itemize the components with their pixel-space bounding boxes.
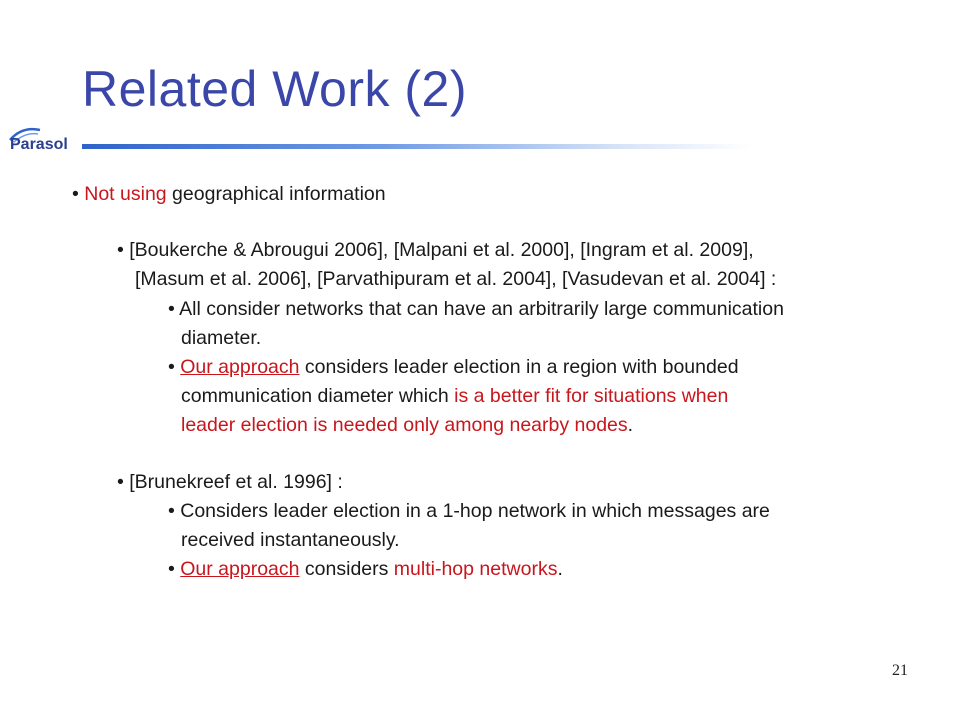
sub-bullet-our-approach-multihop [168, 557, 563, 581]
our-approach-link[interactable]: Our approach [180, 356, 300, 378]
bullet-mark: • [168, 356, 175, 378]
bullet-mark: • [117, 471, 124, 493]
red-text: is a better fit for situations when [454, 385, 729, 407]
sub-bullet-arbitrary-diameter [168, 297, 784, 321]
logo-text: Parasol [10, 136, 68, 153]
title-underline [82, 144, 752, 149]
body-text-continued [181, 413, 633, 437]
bullet-mark: • [168, 500, 175, 522]
sub-bullet-our-approach-bounded [168, 355, 739, 379]
body-text: . [627, 414, 634, 436]
bullet-mark: • [117, 239, 124, 261]
body-text: communication diameter which [181, 385, 455, 407]
citation-line-1: [Boukerche & Abrougui 2006], [Malpani et al. 2000], [Ingram et al. 2009], [129, 239, 754, 261]
bullet-brunekreef [117, 470, 343, 494]
body-text-continued: diameter. [181, 327, 262, 349]
body-text-continued [181, 384, 728, 408]
red-text: leader election is needed only among nearby nodes [181, 414, 628, 436]
page-number: 21 [892, 662, 908, 679]
body-text: considers leader election in a region with bounded [299, 356, 739, 378]
bullet-not-using-geo [72, 182, 386, 206]
bullet-mark: • [168, 298, 175, 320]
our-approach-link[interactable]: Our approach [180, 558, 300, 580]
citation-line: [Brunekreef et al. 1996] : [129, 471, 343, 493]
bullet-citations-1 [117, 238, 754, 262]
citation-line-2: [Masum et al. 2006], [Parvathipuram et al. 2004], [Vasudevan et al. 2004] : [135, 268, 777, 290]
red-text: Not using [84, 183, 167, 205]
body-text: geographical information [166, 183, 386, 205]
sub-bullet-1-hop [168, 499, 770, 523]
body-text: Considers leader election in a 1-hop network in which messages are [180, 500, 770, 522]
body-text: considers [299, 558, 394, 580]
bullet-mark: • [72, 183, 79, 205]
body-text: . [557, 558, 563, 580]
body-text: All consider networks that can have an arbitrarily large communication [179, 298, 784, 320]
slide-title: Related Work (2) [82, 61, 467, 117]
red-text: multi-hop networks [393, 558, 558, 580]
bullet-mark: • [168, 558, 175, 580]
body-text-continued: received instantaneously. [181, 529, 400, 551]
